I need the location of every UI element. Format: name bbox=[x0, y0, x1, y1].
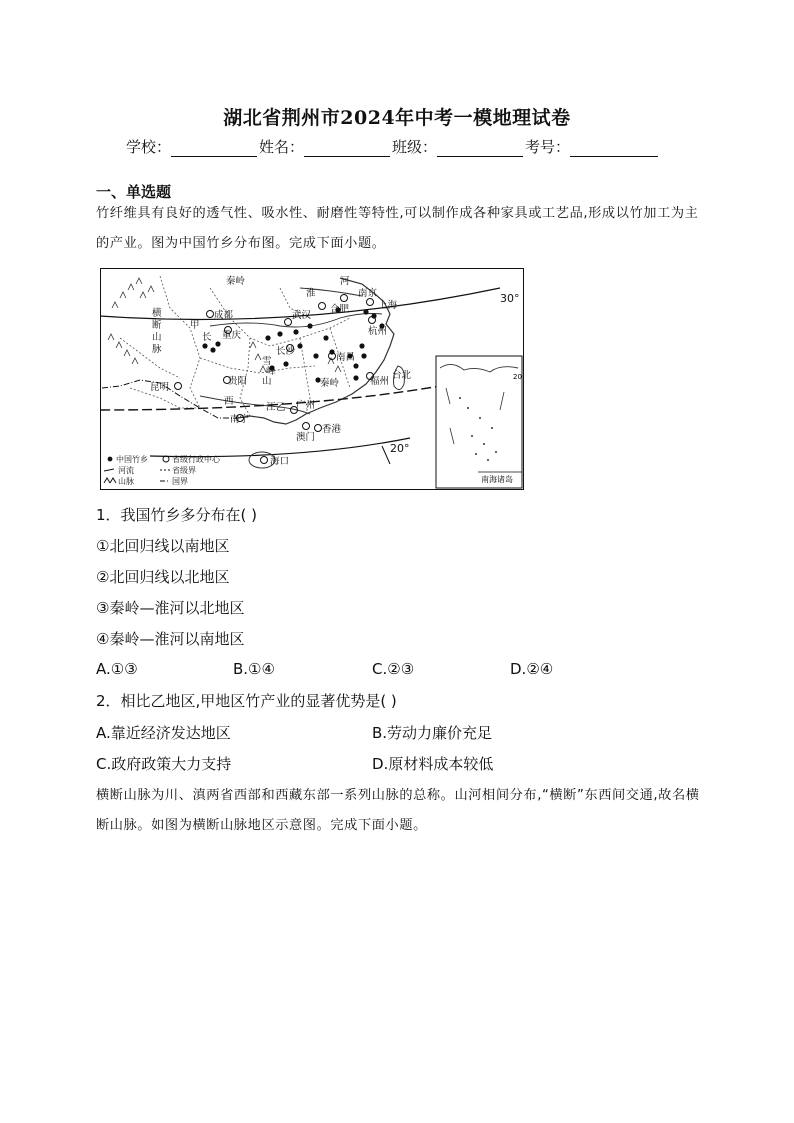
question-1-item-2: ②北回归线以北地区 bbox=[96, 568, 230, 586]
question-1-item-1: ①北回归线以南地区 bbox=[96, 537, 230, 555]
label-duan: 断 bbox=[152, 320, 162, 331]
label-jiang: 江 bbox=[266, 402, 276, 413]
passage-hengduan: 横断山脉为川、滇两省西部和西藏东部一系列山脉的总称。山河相间分布,“横断”东西间交通,故名横断山脉。如图为横断山脉地区示意图。完成下面小题。 bbox=[96, 788, 700, 833]
class-blank[interactable] bbox=[437, 140, 523, 157]
label-chang: 长 bbox=[202, 332, 212, 343]
label-taibei: 台北 bbox=[392, 370, 412, 381]
label-lat-30: 30° bbox=[500, 292, 520, 305]
label-guangzhou: 广州 bbox=[296, 400, 316, 411]
question-1-option-a[interactable]: A.①③ bbox=[96, 660, 138, 678]
label-xi: 西 bbox=[224, 396, 234, 407]
label-haikou: 海口 bbox=[270, 456, 290, 467]
label-chongqing: 重庆 bbox=[222, 330, 242, 341]
bamboo-town-map bbox=[100, 268, 524, 490]
question-1-item-4: ④秦岭—淮河以南地区 bbox=[96, 630, 245, 648]
question-2-option-b[interactable]: B.劳动力廉价充足 bbox=[372, 724, 493, 742]
label-kunming: 昆明 bbox=[150, 382, 170, 393]
class-label: 班级： bbox=[392, 138, 438, 156]
label-wuhan: 武汉 bbox=[292, 310, 312, 321]
legend-national-border-label: 国界 bbox=[172, 477, 188, 486]
legend-bamboo-dot-icon bbox=[108, 457, 113, 462]
question-1-stem: 1．我国竹乡多分布在( ) bbox=[96, 506, 258, 524]
question-2-option-d[interactable]: D.原材料成本较低 bbox=[372, 755, 494, 773]
label-hefei: 合肥 bbox=[330, 304, 350, 315]
school-blank[interactable] bbox=[171, 140, 257, 157]
exam-number-label: 考号： bbox=[525, 138, 571, 156]
inset-frame bbox=[436, 356, 522, 488]
question-1-option-d[interactable]: D.②④ bbox=[510, 660, 554, 678]
label-shan: 山 bbox=[262, 376, 272, 387]
label-nanning: 南宁 bbox=[230, 414, 250, 425]
label-feng: 峰 bbox=[266, 366, 276, 377]
legend-bamboo-label: 中国竹乡 bbox=[116, 455, 148, 464]
label-yi: 乙 bbox=[276, 402, 286, 413]
legend-river-label: 河流 bbox=[118, 466, 134, 475]
legend-mountain-label: 山脉 bbox=[118, 477, 134, 486]
student-info-line bbox=[126, 136, 660, 157]
label-nanjing: 南京 bbox=[358, 288, 378, 299]
question-2-stem: 2．相比乙地区,甲地区竹产业的显著优势是( ) bbox=[96, 692, 397, 710]
label-shanghai: 上海 bbox=[378, 300, 398, 311]
school-label: 学校： bbox=[126, 138, 172, 156]
exam-number-blank[interactable] bbox=[570, 140, 658, 157]
section-heading: 一、单选题 bbox=[96, 183, 172, 201]
label-jia: 甲 bbox=[190, 320, 200, 331]
question-1-option-b[interactable]: B.①④ bbox=[233, 660, 275, 678]
label-lat-20: 20° bbox=[390, 442, 410, 455]
passage-bamboo: 竹纤维具有良好的透气性、吸水性、耐磨性等特性,可以制作成各种家具或工艺品,形成以竹加工为主的产业。图为中国竹乡分布图。完成下面小题。 bbox=[96, 206, 699, 251]
legend-capital-label: 省级行政中心 bbox=[172, 455, 220, 464]
label-chengdu: 成都 bbox=[214, 310, 234, 321]
label-he: 河 bbox=[340, 276, 350, 287]
label-nanchang: 南昌 bbox=[336, 352, 356, 363]
label-aomen: 澳门 bbox=[296, 432, 316, 443]
label-hangzhou: 杭州 bbox=[368, 326, 388, 337]
label-shan-mountain: 山 bbox=[152, 332, 162, 343]
label-xue: 雪 bbox=[262, 356, 272, 367]
question-1-option-c[interactable]: C.②③ bbox=[372, 660, 415, 678]
label-guiyang: 贵阳 bbox=[228, 376, 248, 387]
name-blank[interactable] bbox=[304, 140, 390, 157]
question-1-item-3: ③秦岭—淮河以北地区 bbox=[96, 599, 245, 617]
inset-lat-label: 20 bbox=[513, 373, 522, 381]
label-changsha: 长沙 bbox=[276, 346, 296, 357]
label-qinling: 秦岭 bbox=[226, 276, 246, 287]
legend-prov-border-label: 省级界 bbox=[172, 466, 196, 475]
label-fuzhou: 福州 bbox=[370, 376, 390, 387]
label-heng: 横 bbox=[152, 308, 162, 319]
exam-title: 湖北省荆州市2024年中考一模地理试卷 bbox=[223, 107, 571, 129]
label-mai: 脉 bbox=[152, 344, 162, 355]
label-huai: 淮 bbox=[306, 288, 316, 299]
label-xianggang: 香港 bbox=[322, 424, 342, 435]
question-2-option-c[interactable]: C.政府政策大力支持 bbox=[96, 755, 232, 773]
name-label: 姓名： bbox=[259, 138, 305, 156]
question-2-option-a[interactable]: A.靠近经济发达地区 bbox=[96, 724, 231, 742]
label-qinling-south: 秦岭 bbox=[320, 378, 340, 389]
inset-south-china-sea-islands: 南海诸岛 bbox=[481, 475, 513, 484]
